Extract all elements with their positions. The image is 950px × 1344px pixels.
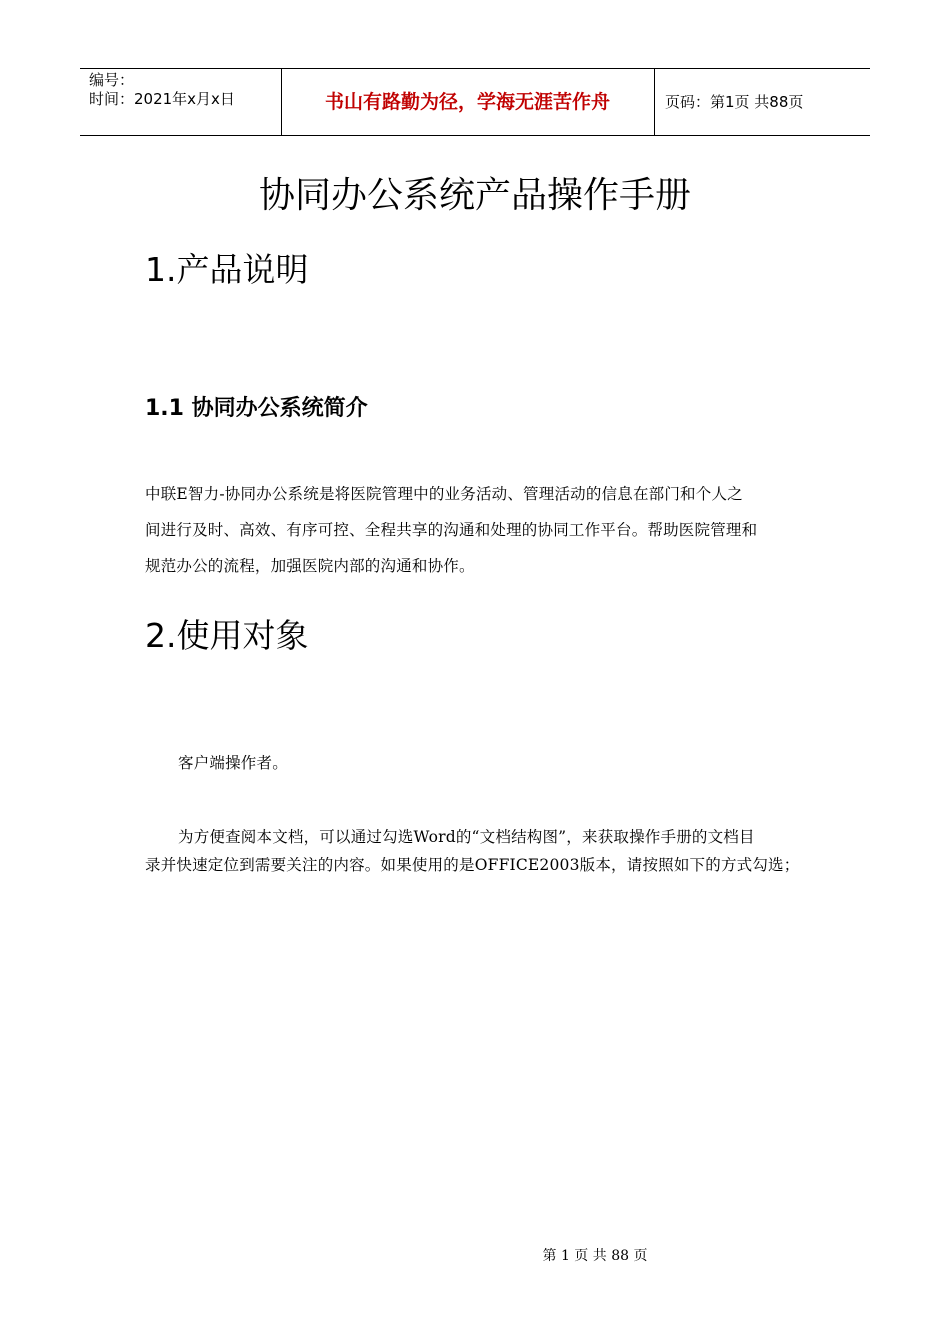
- note-paragraph: [145, 823, 815, 879]
- header-motto: 书山有路勤为径，学海无涯苦作舟: [281, 69, 655, 135]
- intro-line-1: 中联E智力-协同办公系统是将医院管理中的业务活动、管理活动的信息在部门和个人之: [145, 485, 743, 503]
- document-title: 协同办公系统产品操作手册: [258, 175, 691, 216]
- note-line-2: 录并快速定位到需要关注的内容。如果使用的是OFFICE2003版本，请按照如下的方式勾选；: [145, 856, 800, 874]
- audience-paragraph: 客户端操作者。: [178, 754, 288, 772]
- time-label: 时间：2021年x月x日: [89, 90, 235, 108]
- page-footer: 第 1 页 共 88 页: [542, 1248, 648, 1264]
- intro-line-3: 规范办公的流程，加强医院内部的沟通和协作。: [145, 557, 475, 575]
- intro-paragraph: [145, 476, 815, 584]
- header-meta: [80, 69, 282, 135]
- section-1-heading: 1.产品说明: [145, 250, 309, 289]
- number-label: 编号：: [89, 71, 135, 89]
- note-line-1: 为方便查阅本文档，可以通过勾选Word的“文档结构图”，来获取操作手册的文档目: [178, 828, 755, 846]
- header-page-info: 页码：第1页 共88页: [665, 93, 804, 111]
- section-1-1-heading: 1.1 协同办公系统简介: [145, 396, 368, 421]
- intro-line-2: 间进行及时、高效、有序可控、全程共享的沟通和处理的协同工作平台。帮助医院管理和: [145, 521, 758, 539]
- page-header: [80, 68, 870, 136]
- section-2-heading: 2.使用对象: [145, 616, 309, 655]
